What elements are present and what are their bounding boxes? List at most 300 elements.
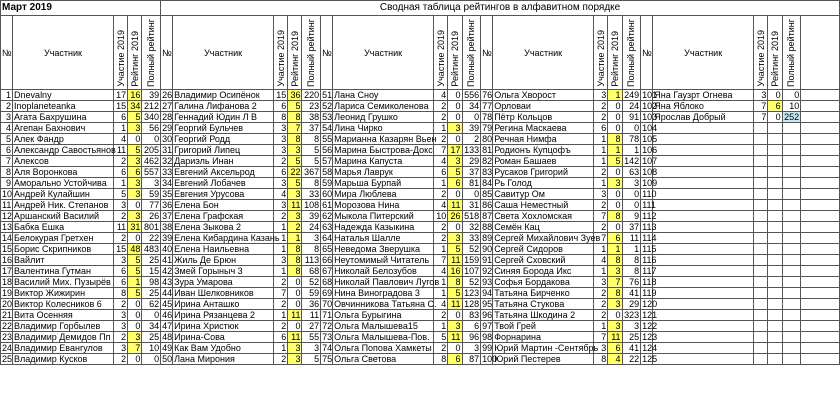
participant-name: Сергей Сидоров <box>493 244 594 255</box>
participant-name: Вайлит <box>13 255 114 266</box>
row-number: 13 <box>2 222 13 232</box>
participation-2019: 4 <box>594 255 608 266</box>
row-number: 30 <box>162 134 173 144</box>
rating-2019: 3 <box>128 332 142 343</box>
row-number: 106 <box>642 145 658 155</box>
participant-name: Ольга Малышева-Пов. <box>333 332 434 343</box>
row-number: 19 <box>2 288 13 298</box>
full-rating: 0 <box>622 189 641 200</box>
row-number: 18 <box>2 277 13 287</box>
participant-name <box>653 233 754 244</box>
spacer-cell <box>801 343 840 354</box>
participation-2019: 1 <box>273 244 287 255</box>
row-number: 93 <box>482 277 493 287</box>
participant-name: Пётр Кольцов <box>493 112 594 123</box>
participation-2019: 1 <box>273 343 287 354</box>
rating-2019: 6 <box>608 233 622 244</box>
spacer-cell <box>801 255 840 266</box>
row-number: 76 <box>482 90 493 100</box>
participant-name: Алек Фандр <box>13 134 114 145</box>
table-row <box>1 101 840 112</box>
participant-name <box>653 332 754 343</box>
row-number: 56 <box>322 145 333 155</box>
header-participant: Участник <box>493 16 594 90</box>
rating-2019: 31 <box>128 222 142 233</box>
table-row <box>1 134 840 145</box>
table-row <box>1 145 840 156</box>
table-row <box>1 123 840 134</box>
row-number: 112 <box>642 211 657 221</box>
row-number: 62 <box>322 211 333 221</box>
participant-name: Дариэль Инан <box>173 156 274 167</box>
table-row <box>1 299 840 310</box>
row-number: 64 <box>322 233 333 243</box>
rating-2019: 16 <box>448 266 462 277</box>
rating-2019: 34 <box>128 101 142 112</box>
spacer-cell <box>801 277 840 288</box>
row-number: 15 <box>2 244 13 254</box>
participation-2019: 2 <box>434 233 448 244</box>
rating-2019: 0 <box>768 112 782 123</box>
participation-2019: 3 <box>754 90 768 101</box>
participation-2019: 2 <box>273 156 287 167</box>
rating-2019: 3 <box>128 156 142 167</box>
rating-2019: 11 <box>288 310 302 321</box>
participant-name: Регина Маскаева <box>493 123 594 134</box>
rating-2019: 3 <box>288 211 302 222</box>
participant-name: Валентина Гутман <box>13 266 114 277</box>
row-number: 97 <box>482 321 493 331</box>
rating-2019: 3 <box>128 211 142 222</box>
spacer-cell <box>801 288 840 299</box>
rating-2019 <box>768 354 782 365</box>
rating-2019: 3 <box>448 156 462 167</box>
header-col2-label: Рейтинг 2019 <box>769 31 780 87</box>
full-rating: 83 <box>462 310 481 321</box>
participation-2019: 2 <box>113 211 127 222</box>
rating-2019: 1 <box>288 233 302 244</box>
table-row <box>1 343 840 354</box>
row-number: 90 <box>482 244 493 254</box>
participant-name: Dnevalny <box>13 90 114 101</box>
table-row <box>1 189 840 200</box>
participation-2019 <box>754 167 768 178</box>
participant-name: Роман Башаев <box>493 156 594 167</box>
header-col2-label: Рейтинг 2019 <box>609 31 620 87</box>
participation-2019 <box>754 321 768 332</box>
rating-2019: 11 <box>608 332 622 343</box>
participation-2019: 7 <box>754 112 768 123</box>
row-number: 39 <box>162 233 173 243</box>
row-number: 111 <box>642 200 656 210</box>
full-rating: 5 <box>302 156 321 167</box>
participant-name: Мира Люблева <box>333 189 434 200</box>
rating-2019: 0 <box>448 343 462 354</box>
rating-2019: 8 <box>608 134 622 145</box>
participation-2019: 2 <box>434 189 448 200</box>
participation-2019: 17 <box>113 90 127 101</box>
header-col1 <box>273 16 287 90</box>
full-rating <box>782 211 801 222</box>
rating-2019: 11 <box>448 299 462 310</box>
rating-2019: 0 <box>608 112 622 123</box>
participant-name <box>653 178 754 189</box>
header-num: № <box>481 16 493 90</box>
participant-name: Евгений Лобачев <box>173 178 274 189</box>
participation-2019: 7 <box>273 288 287 299</box>
rating-2019: 6 <box>448 354 462 365</box>
full-rating: 39 <box>302 211 321 222</box>
participation-2019: 2 <box>113 156 127 167</box>
full-rating <box>782 178 801 189</box>
participation-2019: 1 <box>434 321 448 332</box>
title-row <box>1 1 840 16</box>
rating-2019: 7 <box>288 123 302 134</box>
participant-name <box>653 145 754 156</box>
rating-2019: 8 <box>288 266 302 277</box>
participant-name: Юрий Мартин -Сентябрь <box>494 343 599 353</box>
row-number: 51 <box>322 90 333 100</box>
row-number: 36 <box>162 200 173 210</box>
participation-2019: 2 <box>273 321 287 332</box>
table-row <box>1 200 840 211</box>
row-number: 109 <box>642 178 658 188</box>
rating-2019: 0 <box>608 200 622 211</box>
header-participant: Участник <box>333 16 434 90</box>
full-rating: 3 <box>462 343 481 354</box>
spacer-cell <box>801 310 840 321</box>
participant-name: Ольга Хворост <box>493 90 594 101</box>
rating-2019 <box>768 145 782 156</box>
rating-2019: 0 <box>768 90 782 101</box>
participant-name: Галина Лифанова 2 <box>173 101 274 112</box>
rating-2019: 0 <box>128 354 142 365</box>
full-rating: 98 <box>142 277 161 288</box>
participation-2019: 3 <box>273 178 287 189</box>
participation-2019: 2 <box>434 310 448 321</box>
rating-2019: 3 <box>128 189 142 200</box>
rating-2019: 8 <box>608 288 622 299</box>
row-number: 118 <box>642 277 657 287</box>
full-rating: 0 <box>622 123 641 134</box>
sheet-title: Март 2019 <box>1 1 161 16</box>
rating-2019: 22 <box>288 167 302 178</box>
participant-name: Ирина Рязанцева 2 <box>173 310 274 321</box>
header-col2 <box>608 16 622 90</box>
table-row <box>1 255 840 266</box>
participant-name: Григорий Липец <box>173 145 274 156</box>
table-row <box>1 167 840 178</box>
participant-name <box>653 343 754 354</box>
participant-name: Виктор Жижирин <box>13 288 114 299</box>
row-number: 40 <box>162 244 173 254</box>
participation-2019: 3 <box>273 123 287 134</box>
participation-2019: 6 <box>273 167 287 178</box>
row-number: 34 <box>162 178 173 188</box>
participation-2019: 3 <box>113 200 127 211</box>
header-col3-label: Полный рейтинг <box>466 19 477 87</box>
row-number: 88 <box>482 222 493 232</box>
row-number: 46 <box>162 310 173 320</box>
row-number: 94 <box>482 288 493 298</box>
full-rating <box>782 123 801 134</box>
rating-2019: 48 <box>128 244 142 255</box>
participation-2019: 6 <box>594 123 608 134</box>
full-rating: 24 <box>302 222 321 233</box>
spacer-cell <box>801 167 840 178</box>
full-rating: 0 <box>782 90 801 101</box>
rating-2019: 5 <box>288 101 302 112</box>
full-rating <box>782 321 801 332</box>
participation-2019: 2 <box>434 101 448 112</box>
full-rating: 22 <box>142 233 161 244</box>
participation-2019: 5 <box>113 189 127 200</box>
participant-name: Родионъ Купцофъ <box>493 145 594 156</box>
participant-name: Ольга Малышева15 <box>333 321 434 332</box>
rating-2019 <box>768 244 782 255</box>
participation-2019: 7 <box>594 233 608 244</box>
participant-name: Семён Кац <box>493 222 594 233</box>
rating-2019: 1 <box>128 277 142 288</box>
participant-name <box>653 211 754 222</box>
row-number: 21 <box>2 310 13 320</box>
participation-2019: 3 <box>113 310 127 321</box>
full-rating: 367 <box>302 167 321 178</box>
header-participant: Участник <box>173 16 274 90</box>
rating-2019 <box>768 167 782 178</box>
row-number: 14 <box>2 233 13 243</box>
full-rating: 8 <box>302 134 321 145</box>
participant-name: Яна Яблоко <box>653 101 754 112</box>
participation-2019: 5 <box>434 332 448 343</box>
row-number: 71 <box>322 310 333 320</box>
participation-2019 <box>754 211 768 222</box>
participation-2019: 7 <box>434 255 448 266</box>
participation-2019: 1 <box>594 145 608 156</box>
participation-2019: 8 <box>113 288 127 299</box>
full-rating: 3 <box>302 343 321 354</box>
full-rating: 0 <box>622 200 641 211</box>
rating-2019: 1 <box>608 90 622 101</box>
header-num: № <box>321 16 333 90</box>
participation-2019: 4 <box>434 266 448 277</box>
participant-name: Саша Неместный <box>493 200 594 211</box>
spacer-cell <box>801 156 840 167</box>
participant-name: Владимир Кусков <box>13 354 114 365</box>
rating-2019: 5 <box>608 156 622 167</box>
participant-name: Евгения Урусова <box>173 189 274 200</box>
participant-name: Бабка Ешка <box>13 222 114 233</box>
table-row <box>1 288 840 299</box>
rating-2019: 0 <box>128 134 142 145</box>
participation-2019 <box>754 299 768 310</box>
full-rating: 252 <box>782 112 801 123</box>
participant-name: Василий Мих. Пузырёв <box>13 277 114 288</box>
participant-name: Как Вам Удобно <box>173 343 274 354</box>
rating-2019 <box>768 189 782 200</box>
full-rating: 133 <box>462 145 481 156</box>
rating-2019: 0 <box>288 299 302 310</box>
participant-name: Сергей Михайлович Зуев <box>494 233 601 243</box>
participation-2019 <box>754 310 768 321</box>
table-row <box>1 112 840 123</box>
participation-2019: 6 <box>273 332 287 343</box>
rating-2019: 0 <box>128 299 142 310</box>
rating-2019: 3 <box>288 354 302 365</box>
participant-name: Владимир Евангулов <box>13 343 114 354</box>
participant-name: Елена Кибардина Казань <box>174 233 280 243</box>
full-rating: 518 <box>462 211 481 222</box>
participant-name: Лина Чирко <box>333 123 434 134</box>
table-row <box>1 277 840 288</box>
participant-name: Марианна Казарян Вьен <box>334 134 437 144</box>
participant-name: Ирина Христюк <box>173 321 274 332</box>
header-col3-label: Полный рейтинг <box>626 19 637 87</box>
row-number: 89 <box>482 233 493 243</box>
participation-2019 <box>754 244 768 255</box>
row-number: 26 <box>162 90 173 100</box>
row-number: 75 <box>322 354 333 364</box>
rating-2019: 26 <box>448 211 462 222</box>
participation-2019: 1 <box>273 310 287 321</box>
full-rating: 25 <box>142 288 161 299</box>
participant-name: Зура Умарова <box>173 277 274 288</box>
participation-2019: 7 <box>594 211 608 222</box>
full-rating: 39 <box>142 90 161 101</box>
participation-2019: 4 <box>273 189 287 200</box>
full-rating: 76 <box>622 277 641 288</box>
row-number: 77 <box>482 101 493 111</box>
row-number: 20 <box>2 299 13 309</box>
participant-name <box>653 123 754 134</box>
participation-2019: 2 <box>594 112 608 123</box>
rating-2019: 7 <box>128 343 142 354</box>
participant-name: Владимир Осипёнок <box>173 90 274 101</box>
row-number: 3 <box>1 112 13 123</box>
rating-2019: 11 <box>448 200 462 211</box>
row-number: 125 <box>642 354 658 364</box>
full-rating <box>782 354 801 365</box>
row-number: 37 <box>162 211 173 221</box>
rating-2019: 0 <box>448 90 462 101</box>
rating-2019: 3 <box>288 189 302 200</box>
full-rating: 11 <box>302 310 321 321</box>
full-rating: 52 <box>462 244 481 255</box>
full-rating: 340 <box>142 112 161 123</box>
rating-2019: 0 <box>608 310 622 321</box>
table-row <box>1 332 840 343</box>
row-number: 6 <box>1 145 13 156</box>
participant-name: Аля Воронкова <box>13 167 114 178</box>
participation-2019: 6 <box>113 266 127 277</box>
full-rating: 0 <box>142 354 161 365</box>
full-rating: 205 <box>142 145 161 156</box>
full-rating: 41 <box>622 343 641 354</box>
participation-2019: 2 <box>113 233 127 244</box>
participation-2019: 1 <box>434 178 448 189</box>
full-rating <box>782 244 801 255</box>
full-rating: 37 <box>302 123 321 134</box>
participation-2019: 11 <box>113 145 127 156</box>
full-rating: 32 <box>462 222 481 233</box>
participation-2019 <box>754 343 768 354</box>
table-body <box>1 1 840 365</box>
participant-name <box>653 244 754 255</box>
header-col3 <box>462 16 481 90</box>
rating-2019: 5 <box>448 244 462 255</box>
participant-name <box>653 255 754 266</box>
participant-name: Твой Грей <box>493 321 594 332</box>
row-number: 73 <box>322 332 333 342</box>
full-rating <box>782 222 801 233</box>
participant-name: Иван Шелковников <box>173 288 274 299</box>
full-rating: 8 <box>622 266 641 277</box>
full-rating <box>782 255 801 266</box>
rating-2019: 0 <box>608 189 622 200</box>
spacer-cell <box>801 299 840 310</box>
rating-2019: 5 <box>448 288 462 299</box>
participation-2019: 2 <box>434 112 448 123</box>
participant-name <box>653 288 754 299</box>
row-number: 11 <box>2 200 12 210</box>
rating-2019: 0 <box>608 167 622 178</box>
participation-2019: 11 <box>113 222 127 233</box>
full-rating: 29 <box>462 156 481 167</box>
full-rating: 1 <box>622 244 641 255</box>
row-number: 117 <box>642 266 657 276</box>
rating-2019: 0 <box>128 233 142 244</box>
rating-2019: 3 <box>288 145 302 156</box>
rating-2019: 3 <box>448 123 462 134</box>
header-col1-label: Участие 2019 <box>755 30 766 87</box>
participation-2019 <box>754 156 768 167</box>
full-rating: 78 <box>622 134 641 145</box>
header-col2 <box>288 16 302 90</box>
rating-2019 <box>768 211 782 222</box>
participant-name: Ярослав Добрый <box>653 112 754 123</box>
full-rating: 556 <box>462 90 481 101</box>
participant-name: Георгий Родд <box>173 134 274 145</box>
row-number: 108 <box>642 167 658 177</box>
participant-name: Рь Голод <box>493 178 594 189</box>
full-rating: 1 <box>622 145 641 156</box>
spacer-cell <box>801 211 840 222</box>
rating-2019: 0 <box>288 321 302 332</box>
row-number: 27 <box>162 101 173 111</box>
full-rating: 220 <box>302 90 321 101</box>
rating-2019: 5 <box>128 255 142 266</box>
participation-2019 <box>754 277 768 288</box>
participant-name <box>653 200 754 211</box>
rating-2019: 3 <box>608 299 622 310</box>
rating-2019 <box>768 156 782 167</box>
participant-name: Елена Зыкова 2 <box>173 222 274 233</box>
full-rating: 0 <box>142 134 161 145</box>
row-number: 66 <box>322 255 333 265</box>
participant-name: Николай Павлович Лугов <box>334 277 440 287</box>
row-number: 91 <box>482 255 493 265</box>
header-col3 <box>142 16 161 90</box>
full-rating: 10 <box>142 343 161 354</box>
participation-2019 <box>754 332 768 343</box>
participation-2019 <box>754 233 768 244</box>
participant-name: Агепан Бахнович <box>13 123 114 134</box>
table-row <box>1 321 840 332</box>
row-number: 42 <box>162 266 173 276</box>
row-number: 61 <box>322 200 333 210</box>
participation-2019: 7 <box>434 145 448 156</box>
rating-2019: 0 <box>448 101 462 112</box>
